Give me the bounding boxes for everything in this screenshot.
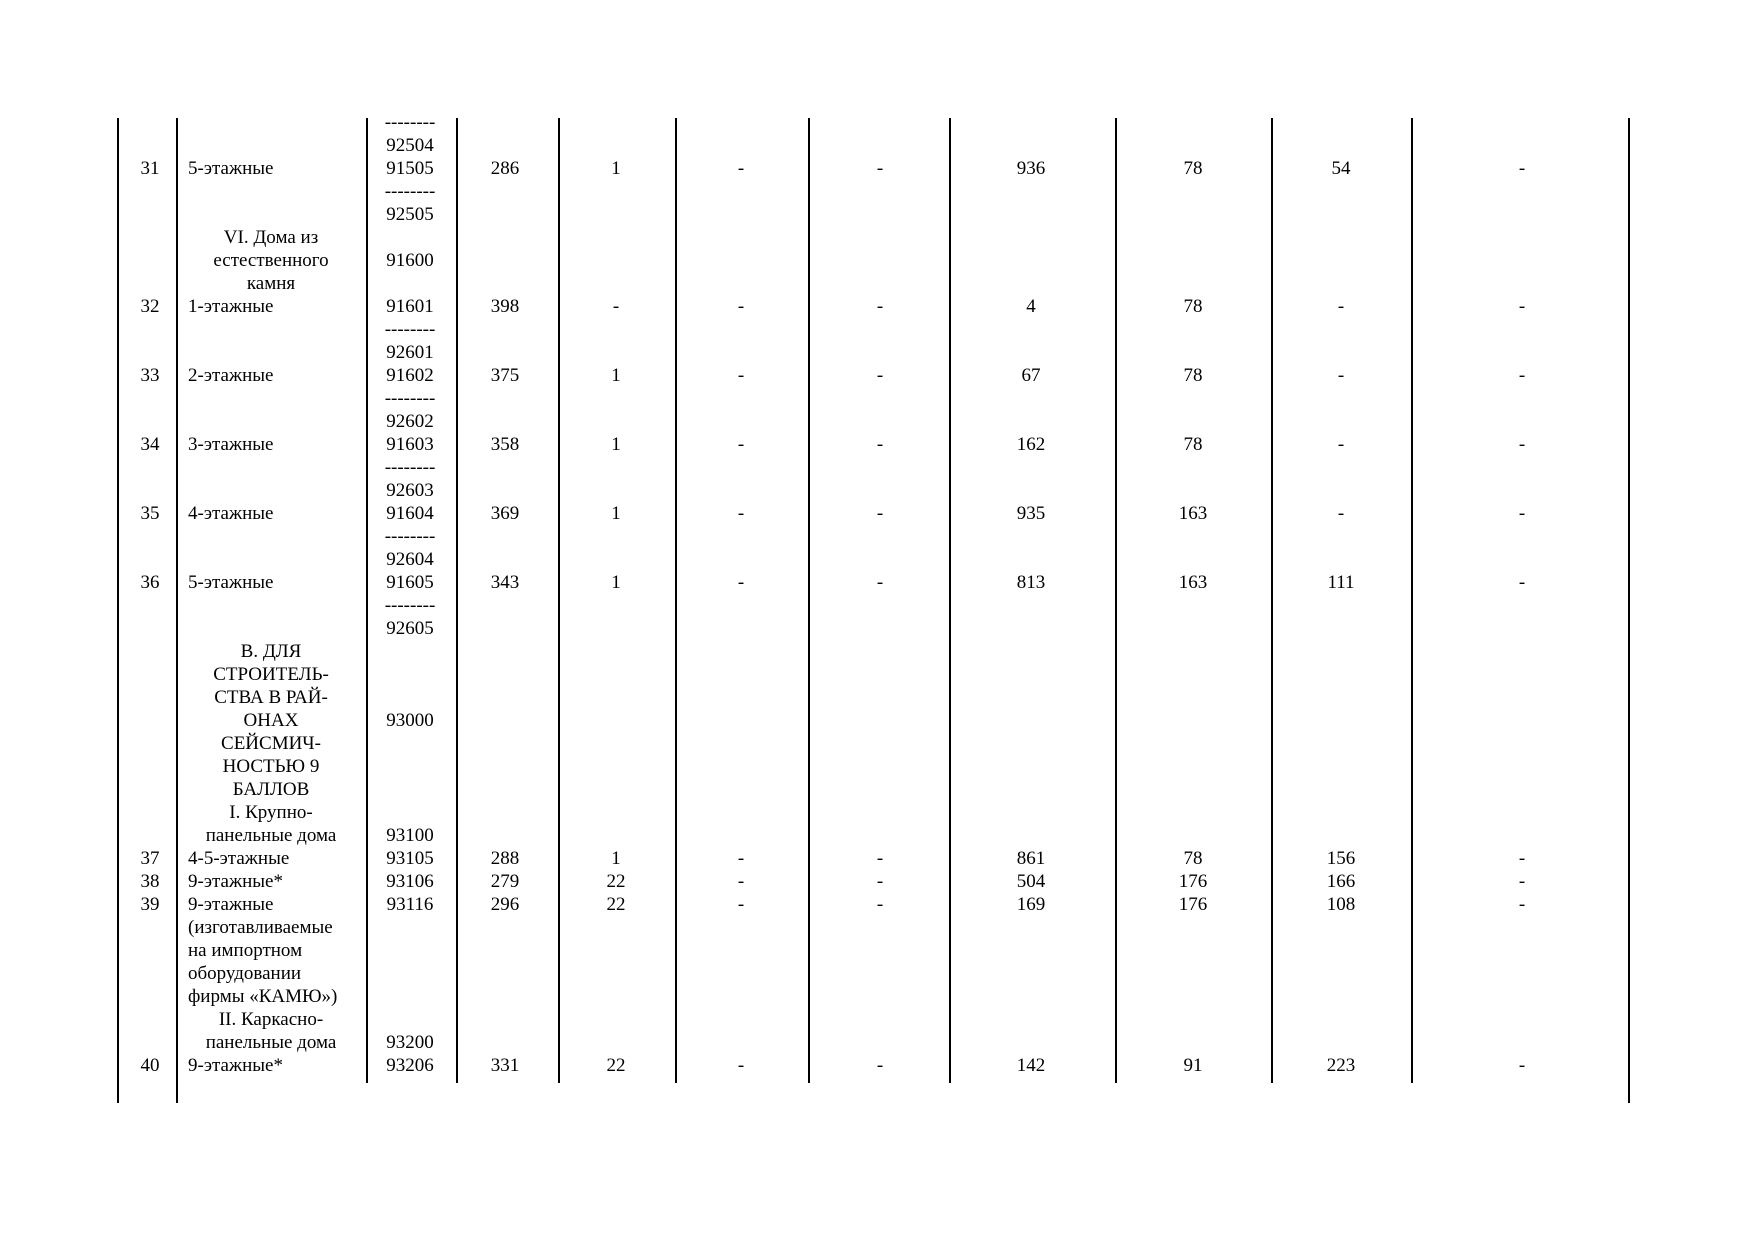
column-divider xyxy=(1628,118,1630,1103)
value-cell: 936 xyxy=(1016,158,1046,179)
value-cell: 166 xyxy=(1326,871,1356,892)
value-cell: 142 xyxy=(1016,1055,1046,1076)
value-cell: 176 xyxy=(1178,871,1208,892)
value-cell: - xyxy=(1518,503,1526,524)
column-divider xyxy=(1271,118,1273,1083)
value-cell: - xyxy=(737,434,745,455)
building-type-label: 9-этажные* xyxy=(188,1055,283,1076)
value-cell: 22 xyxy=(606,1055,626,1076)
value-cell: - xyxy=(737,848,745,869)
value-cell: 861 xyxy=(1016,848,1046,869)
column-divider xyxy=(456,118,458,1083)
code-cell: -------- xyxy=(384,388,436,409)
code-cell: 92602 xyxy=(386,411,434,432)
value-cell: 78 xyxy=(1183,848,1203,869)
code-cell: -------- xyxy=(384,112,436,133)
value-cell: - xyxy=(737,894,745,915)
column-divider xyxy=(176,118,178,1103)
value-cell: 163 xyxy=(1178,503,1208,524)
value-cell: - xyxy=(876,848,884,869)
code-cell: 91605 xyxy=(386,572,434,593)
value-cell: - xyxy=(737,503,745,524)
value-cell: 162 xyxy=(1016,434,1046,455)
value-cell: 108 xyxy=(1326,894,1356,915)
code-cell: 92504 xyxy=(386,135,434,156)
value-cell: 369 xyxy=(490,503,520,524)
section-heading: камня xyxy=(246,273,296,294)
code-cell: 92505 xyxy=(386,204,434,225)
section-heading: II. Каркасно- xyxy=(218,1009,324,1030)
value-cell: 91 xyxy=(1183,1055,1203,1076)
code-cell: 91600 xyxy=(386,250,434,271)
value-cell: 54 xyxy=(1331,158,1351,179)
building-type-label: 4-этажные xyxy=(188,503,274,524)
section-heading: БАЛЛОВ xyxy=(232,779,310,800)
column-divider xyxy=(949,118,951,1083)
code-cell: 92603 xyxy=(386,480,434,501)
row-number: 32 xyxy=(140,296,160,317)
row-number: 37 xyxy=(140,848,160,869)
building-type-label: оборудовании xyxy=(188,963,302,984)
column-divider xyxy=(366,118,368,1083)
section-heading: В. ДЛЯ xyxy=(240,641,302,662)
value-cell: - xyxy=(1518,871,1526,892)
value-cell: - xyxy=(876,503,884,524)
value-cell: 163 xyxy=(1178,572,1208,593)
code-cell: 93116 xyxy=(386,894,434,915)
value-cell: - xyxy=(876,894,884,915)
code-cell: -------- xyxy=(384,595,436,616)
value-cell: 1 xyxy=(611,365,621,386)
code-cell: 92604 xyxy=(386,549,434,570)
value-cell: 4 xyxy=(1026,296,1036,317)
value-cell: 286 xyxy=(490,158,520,179)
column-divider xyxy=(808,118,810,1083)
section-heading: естественного xyxy=(213,250,329,271)
value-cell: - xyxy=(737,296,745,317)
value-cell: - xyxy=(1518,848,1526,869)
column-divider xyxy=(1115,118,1117,1083)
code-cell: 93106 xyxy=(386,871,434,892)
code-cell: 91604 xyxy=(386,503,434,524)
column-divider xyxy=(1411,118,1413,1083)
value-cell: 1 xyxy=(611,434,621,455)
row-number: 38 xyxy=(140,871,160,892)
value-cell: - xyxy=(1337,365,1345,386)
section-heading: НОСТЬЮ 9 xyxy=(222,756,320,777)
value-cell: - xyxy=(1518,572,1526,593)
value-cell: 223 xyxy=(1326,1055,1356,1076)
row-number: 35 xyxy=(140,503,160,524)
value-cell: 176 xyxy=(1178,894,1208,915)
building-type-label: 9-этажные xyxy=(188,894,274,915)
value-cell: 22 xyxy=(606,894,626,915)
code-cell: 93100 xyxy=(386,825,434,846)
value-cell: - xyxy=(612,296,620,317)
row-number: 36 xyxy=(140,572,160,593)
building-type-label: 3-этажные xyxy=(188,434,274,455)
value-cell: 343 xyxy=(490,572,520,593)
value-cell: - xyxy=(876,158,884,179)
building-type-label: 1-этажные xyxy=(188,296,274,317)
row-number: 40 xyxy=(140,1055,160,1076)
section-heading: СТВА В РАЙ- xyxy=(214,687,328,708)
value-cell: 1 xyxy=(611,848,621,869)
code-cell: 91601 xyxy=(386,296,434,317)
section-heading: СТРОИТЕЛЬ- xyxy=(213,664,329,685)
building-type-label: фирмы «КАМЮ») xyxy=(188,986,338,1007)
section-heading: панельные дома xyxy=(205,1032,337,1053)
row-number: 33 xyxy=(140,365,160,386)
row-number: 34 xyxy=(140,434,160,455)
code-cell: -------- xyxy=(384,181,436,202)
value-cell: 358 xyxy=(490,434,520,455)
value-cell: - xyxy=(876,871,884,892)
value-cell: - xyxy=(1518,894,1526,915)
value-cell: - xyxy=(737,365,745,386)
code-cell: 91505 xyxy=(386,158,434,179)
value-cell: - xyxy=(737,158,745,179)
value-cell: - xyxy=(876,434,884,455)
section-heading: VI. Дома из xyxy=(223,227,319,248)
value-cell: - xyxy=(1518,158,1526,179)
value-cell: 813 xyxy=(1016,572,1046,593)
value-cell: - xyxy=(876,365,884,386)
code-cell: -------- xyxy=(384,319,436,340)
row-number: 39 xyxy=(140,894,160,915)
section-heading: ОНАХ xyxy=(243,710,299,731)
value-cell: - xyxy=(737,871,745,892)
code-cell: 93200 xyxy=(386,1032,434,1053)
value-cell: 296 xyxy=(490,894,520,915)
column-divider xyxy=(117,118,119,1103)
value-cell: 156 xyxy=(1326,848,1356,869)
value-cell: - xyxy=(876,296,884,317)
value-cell: 111 xyxy=(1327,572,1355,593)
value-cell: 288 xyxy=(490,848,520,869)
value-cell: 22 xyxy=(606,871,626,892)
code-cell: 92605 xyxy=(386,618,434,639)
building-type-label: 5-этажные xyxy=(188,572,274,593)
building-type-label: 9-этажные* xyxy=(188,871,283,892)
code-cell: 93105 xyxy=(386,848,434,869)
code-cell: -------- xyxy=(384,457,436,478)
code-cell: 91602 xyxy=(386,365,434,386)
value-cell: 279 xyxy=(490,871,520,892)
value-cell: 67 xyxy=(1021,365,1041,386)
section-heading: СЕЙСМИЧ- xyxy=(221,733,321,754)
value-cell: - xyxy=(1518,365,1526,386)
value-cell: 78 xyxy=(1183,296,1203,317)
value-cell: - xyxy=(1518,434,1526,455)
value-cell: - xyxy=(876,572,884,593)
value-cell: - xyxy=(1518,1055,1526,1076)
value-cell: 78 xyxy=(1183,158,1203,179)
section-heading: панельные дома xyxy=(205,825,337,846)
section-heading: I. Крупно- xyxy=(229,802,313,823)
value-cell: 935 xyxy=(1016,503,1046,524)
column-divider xyxy=(675,118,677,1083)
value-cell: 375 xyxy=(490,365,520,386)
value-cell: - xyxy=(1518,296,1526,317)
code-cell: 91603 xyxy=(386,434,434,455)
row-number: 31 xyxy=(140,158,160,179)
code-cell: 93206 xyxy=(386,1055,434,1076)
value-cell: 504 xyxy=(1016,871,1046,892)
value-cell: 1 xyxy=(611,503,621,524)
value-cell: 169 xyxy=(1016,894,1046,915)
value-cell: 398 xyxy=(490,296,520,317)
building-type-label: 5-этажные xyxy=(188,158,274,179)
column-divider xyxy=(558,118,560,1083)
value-cell: - xyxy=(876,1055,884,1076)
building-type-label: (изготавливаемые xyxy=(188,917,333,938)
value-cell: - xyxy=(1337,434,1345,455)
value-cell: 331 xyxy=(490,1055,520,1076)
value-cell: - xyxy=(1337,503,1345,524)
building-type-label: 2-этажные xyxy=(188,365,274,386)
value-cell: - xyxy=(1337,296,1345,317)
value-cell: - xyxy=(737,572,745,593)
code-cell: 93000 xyxy=(386,710,434,731)
building-type-label: на импортном xyxy=(188,940,303,961)
code-cell: -------- xyxy=(384,526,436,547)
value-cell: 78 xyxy=(1183,434,1203,455)
code-cell: 92601 xyxy=(386,342,434,363)
value-cell: 1 xyxy=(611,158,621,179)
value-cell: 1 xyxy=(611,572,621,593)
value-cell: - xyxy=(737,1055,745,1076)
value-cell: 78 xyxy=(1183,365,1203,386)
building-type-label: 4-5-этажные xyxy=(188,848,290,869)
